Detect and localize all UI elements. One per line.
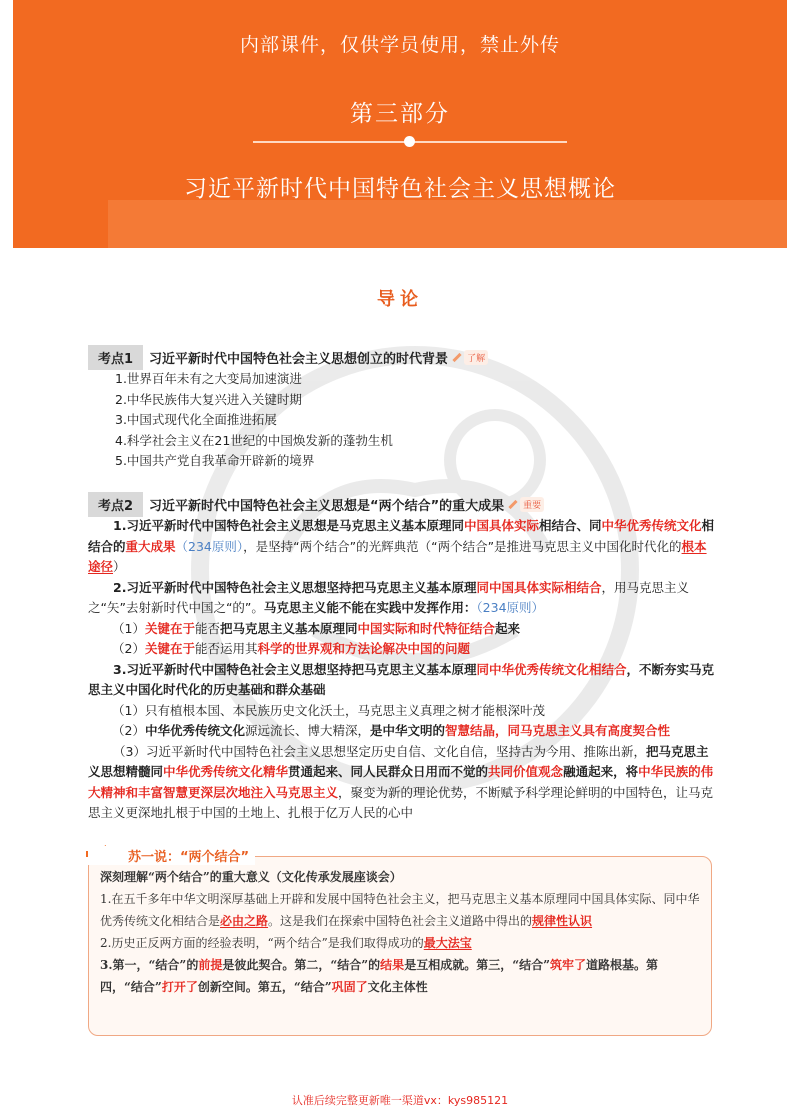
highlight: 中国具体实际: [463, 518, 539, 533]
text: （2）: [112, 723, 145, 738]
text: 1.在五千多年中华文明深厚基础上开辟和发展中国特色社会主义，把马克思主义基本原理同中国具体实际、同中华优秀传统文化相结合是: [100, 892, 700, 928]
part-title: 第三部分: [350, 101, 450, 127]
highlight: 中国实际和时代特征结合: [357, 620, 496, 636]
paragraph-3: [88, 660, 716, 701]
principle-note: （234原则）: [476, 600, 545, 615]
text: 把马克思主义思想精髓同: [88, 743, 709, 779]
paragraph-3-2: [88, 721, 716, 742]
paragraph-2-1: [88, 619, 716, 640]
highlight: 规律性认识: [532, 914, 593, 928]
pen-icon: [509, 500, 518, 509]
internal-notice: 内部课件，仅供学员使用，禁止外传: [239, 34, 560, 56]
highlight: 结果: [380, 958, 405, 972]
paragraph-3-3: [88, 742, 716, 824]
kaodian2-body: [88, 516, 716, 824]
su-note-line-1: [100, 888, 700, 932]
highlight: 最大法宝: [423, 936, 472, 950]
pen-icon: [452, 353, 461, 362]
list-item: 4.科学社会主义在21世纪的中国焕发新的蓬勃生机: [115, 432, 393, 448]
kaodian1-title: 习近平新时代中国特色社会主义思想创立的时代背景: [149, 352, 449, 367]
text: 相结合的: [88, 518, 715, 554]
text: 创新空间。第五，“结合”: [197, 980, 332, 994]
kaodian1-heading: [88, 345, 688, 369]
highlight: 根本途径: [88, 538, 707, 574]
text: ，是坚持“两个结合”的光辉典范（“两个结合”是推进马克思主义中国化时代化的: [243, 538, 682, 554]
text: 3.第一，“结合”的: [100, 958, 199, 972]
highlight: 中华优秀传统文化精华: [163, 764, 289, 779]
text: 2.习近平新时代中国特色社会主义思想坚持把马克思主义基本原理: [113, 579, 477, 595]
highlight: 同中华优秀传统文化相结合: [476, 661, 627, 677]
text: 融通起来，将: [563, 764, 639, 779]
text: （2）: [112, 641, 145, 656]
highlight: 中华优秀传统文化: [601, 518, 702, 533]
text: 3.习近平新时代中国特色社会主义思想坚持把马克思主义基本原理: [113, 661, 477, 677]
text: 源远流长、博大精深，: [244, 723, 370, 738]
text: 能否: [194, 620, 220, 636]
text: ，用马克思主义之“矢”去射新时代中国之“的”。: [88, 579, 689, 615]
highlight: 筑牢了: [550, 958, 587, 972]
text: 起来: [495, 620, 521, 636]
principle-note: （234原则）: [175, 538, 244, 554]
paragraph-2-2: [88, 639, 716, 660]
su-note-line-2: [100, 932, 700, 954]
su-note-title: 深刻理解“两个结合”的重大意义（文化传承发展座谈会）: [100, 870, 402, 884]
text: 文化主体性: [367, 980, 428, 994]
text: （1）: [112, 620, 145, 636]
text: （3）习近平新时代中国特色社会主义思想坚定历史自信、文化自信，坚持古为今用、推陈出新，: [113, 743, 646, 759]
footer-channel-note: 认准后续完整更新唯一渠道vx：kys985121: [291, 1094, 509, 1107]
kaodian2-tag: 考点2: [88, 492, 143, 517]
paragraph-2: [88, 578, 716, 619]
text: ，聚变为新的理论优势，不断赋予科学理论鲜明的中国特色，让马克思主义更深地扎根于中国的土地上、扎根于亿万人民的心中: [88, 784, 714, 820]
highlight: 智慧结晶，同马克思主义具有高度契合性: [445, 723, 671, 738]
text: 1.习近平新时代中国特色社会主义思想是马克思主义基本原理同: [113, 518, 464, 533]
text: 相结合、同: [538, 518, 602, 533]
highlight: 科学的世界观和方法论解决中国的问题: [257, 641, 470, 656]
text: 。这是我们在探索中国特色社会主义道路中得出的: [268, 914, 533, 928]
highlight: 关键在于: [144, 620, 195, 636]
highlight: 中华民族的伟大精神和丰富智慧更深层次地注入马克思主义: [88, 764, 714, 800]
text: 贯通起来、同人民群众日用而不觉的: [288, 764, 489, 779]
list-item: 2.中华民族伟大复兴进入关键时期: [115, 391, 302, 407]
kaodian2-badge: 重要: [520, 497, 544, 512]
text: 道路根基。第四，“结合”: [100, 958, 659, 994]
text: 2.历史正反两方面的经验表明，“两个结合”是我们取得成功的: [100, 936, 424, 950]
highlight: 重大成果: [125, 538, 176, 554]
highlight: 共同价值观念: [488, 764, 564, 779]
header-banner: [13, 0, 787, 248]
kaodian1-badge: 了解: [464, 350, 488, 365]
divider-dot: [404, 136, 415, 147]
section-title: 导论: [377, 289, 423, 310]
text: 是互相成就。第三，“结合”: [404, 958, 550, 972]
header-band: [108, 200, 787, 248]
kaodian1-list: [115, 369, 393, 472]
text: 是中华文明的: [369, 723, 445, 738]
text: 中华优秀传统文化: [144, 723, 245, 738]
paragraph-1: [88, 516, 716, 578]
book-title: 习近平新时代中国特色社会主义思想概论: [184, 176, 616, 202]
kaodian1-tag: 考点1: [88, 345, 143, 370]
su-note-label: 苏一说：“两个结合”: [88, 846, 255, 865]
paragraph-3-1: （1）只有植根本国、本民族历史文化沃土，马克思主义真理之树才能根深叶茂: [112, 702, 545, 718]
su-note-text: [100, 866, 700, 998]
highlight: 关键在于: [144, 641, 195, 656]
text: ，不断夯实马克思主义中国化时代化的历史基础和群众基础: [88, 661, 714, 697]
highlight: 前提: [198, 958, 223, 972]
text: 把马克思主义基本原理同: [219, 620, 358, 636]
text: 能否运用其: [194, 641, 258, 656]
list-item: 1.世界百年未有之大变局加速演进: [115, 371, 302, 386]
list-item: 3.中国式现代化全面推进拓展: [115, 412, 277, 427]
highlight: 打开了: [161, 980, 198, 994]
list-item: 5.中国共产党自我革命开辟新的境界: [115, 453, 315, 468]
highlight: 必由之路: [220, 914, 269, 928]
kaodian2-title: 习近平新时代中国特色社会主义思想是“两个结合”的重大成果: [149, 499, 505, 514]
highlight: 同中国具体实际相结合: [476, 579, 602, 595]
text: 马克思主义能不能在实践中发挥作用：: [263, 600, 477, 615]
text: ）: [113, 559, 126, 574]
kaodian2-heading: [88, 492, 688, 516]
highlight: 巩固了: [331, 980, 368, 994]
text: 是彼此契合。第二，“结合”的: [222, 958, 381, 972]
su-note-line-3: [100, 954, 700, 998]
